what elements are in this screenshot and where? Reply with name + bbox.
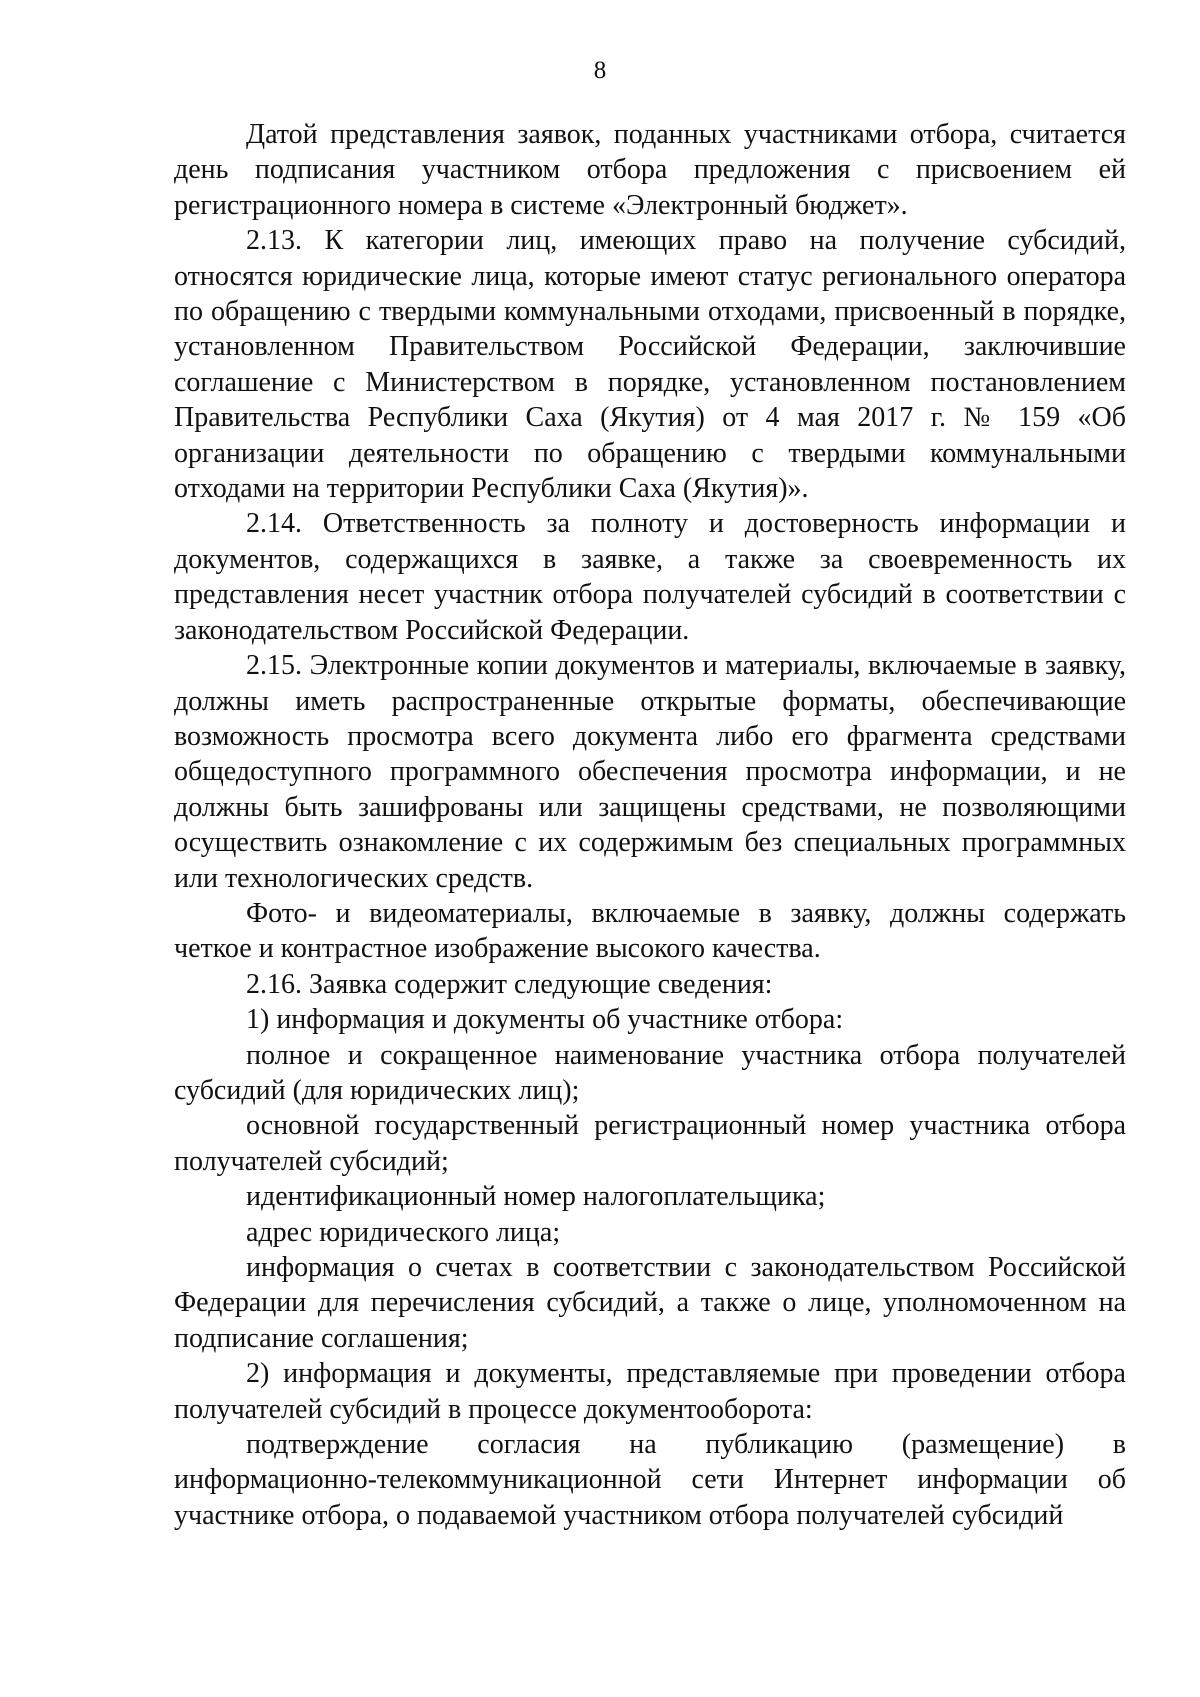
list-item-consent: подтверждение согласия на публикацию (размещение) в информационно-телекоммуникационной сети Интернет информации об участнике отбора, о подаваемой участником отбора получателей субсидий	[174, 1429, 1126, 1531]
paragraph-2-16: 2.16. Заявка содержит следующие сведения:	[246, 968, 773, 1000]
paragraph-2-15: 2.15. Электронные копии документов и материалы, включаемые в заявку, должны иметь распространенные открытые форматы, обеспечивающие возможность просмотра всего документа либо его фрагмента средствами общедоступного программного обеспечения просмотра информации, и не должны быть зашифрованы или защищены средствами, не позволяющими осуществить ознакомление с их содержимым без специальных программных или технологических средств.	[174, 650, 1126, 894]
paragraph-2-14: 2.14. Ответственность за полноту и достоверность информации и документов, содержащихся в заявке, а также за своевременность их представления несет участник отбора получателей субсидий в соответствии с законодательством Российской Федерации.	[174, 508, 1126, 646]
list-item-2-header: 2) информация и документы, представляемые при проведении отбора получателей субсидий в процессе документооборота:	[174, 1358, 1126, 1425]
paragraph-submission-date: Датой представления заявок, поданных участниками отбора, считается день подписания участником отбора предложения с присвоением ей регистрационного номера в системе «Электронный бюджет».	[174, 119, 1126, 221]
list-item-ogrn: основной государственный регистрационный номер участника отбора получателей субсидий;	[174, 1110, 1126, 1177]
list-item-full-name: полное и сокращенное наименование участника отбора получателей субсидий (для юридических лиц);	[174, 1039, 1126, 1106]
list-item-1-header: 1) информация и документы об участнике отбора:	[246, 1004, 844, 1036]
paragraph-2-13: 2.13. К категории лиц, имеющих право на получение субсидий, относятся юридические лица, которые имеют статус регионального оператора по обращению с твердыми коммунальными отходами, присвоенный в порядке, установленном Правительством Российской Федерации, заключившие соглашение с Министерством в порядке, установленном постановлением Правительства Республики Саха (Якутия) от 4 мая 2017 г. № 159 «Об организации деятельности по обращению с твердыми коммунальными отходами на территории Республики Саха (Якутия)».	[174, 225, 1126, 505]
document-body	[174, 117, 1126, 1533]
page-number: 8	[593, 57, 607, 84]
list-item-accounts: информация о счетах в соответствии с законодательством Российской Федерации для перечисления субсидий, а также о лице, уполномоченном на подписание соглашения;	[174, 1252, 1126, 1354]
list-item-inn: идентификационный номер налогоплательщика;	[246, 1181, 826, 1213]
list-item-address: адрес юридического лица;	[246, 1216, 561, 1248]
paragraph-photo-video: Фото- и видеоматериалы, включаемые в заявку, должны содержать четкое и контрастное изображение высокого качества.	[174, 897, 1126, 965]
